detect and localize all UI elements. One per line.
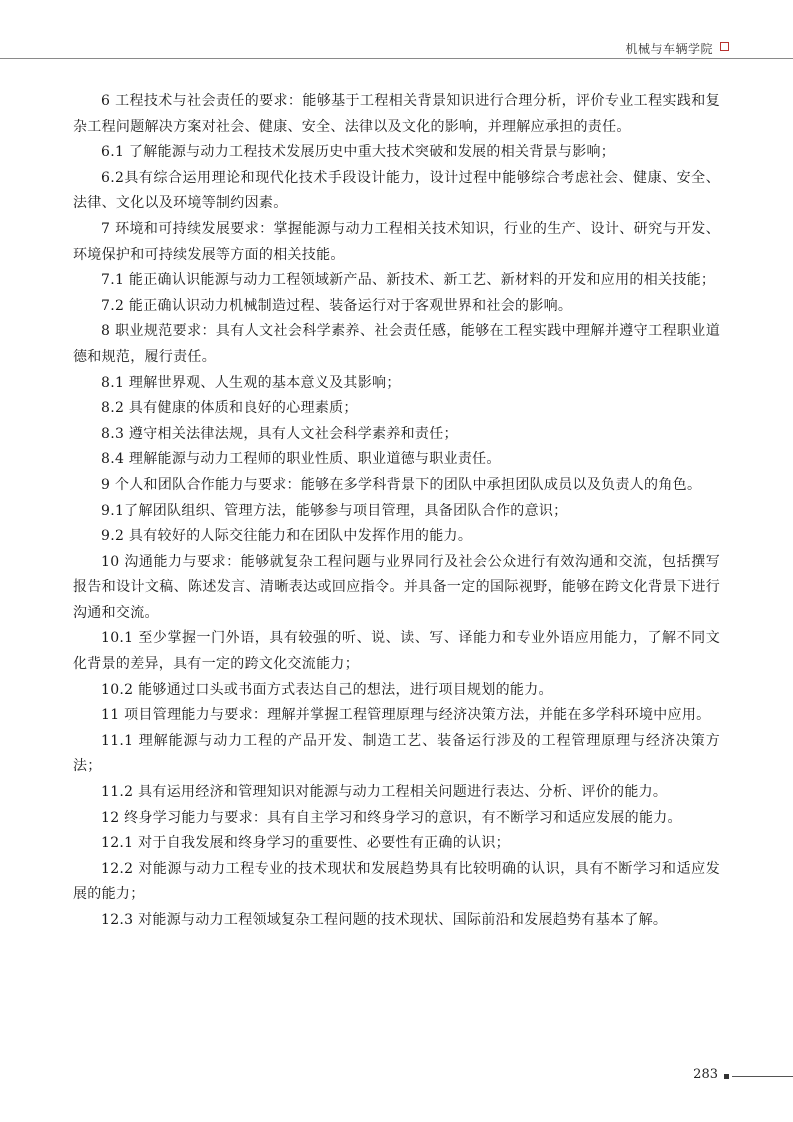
paragraph: 10 沟通能力与要求：能够就复杂工程问题与业界同行及社会公众进行有效沟通和交流，包括撰写报告和设计文稿、陈述发言、清晰表达或回应指令。并具备一定的国际视野，能够在跨文化背景下进行沟通和交流。: [73, 553, 720, 621]
paragraph: 6.2具有综合运用理论和现代化技术手段设计能力，设计过程中能够综合考虑社会、健康、安全、法律、文化以及环境等制约因素。: [73, 169, 720, 212]
paragraph: 6 工程技术与社会责任的要求：能够基于工程相关背景知识进行合理分析，评价专业工程实践和复杂工程问题解决方案对社会、健康、安全、法律以及文化的影响，并理解应承担的责任。: [73, 93, 720, 135]
footer-rule: [732, 1076, 793, 1077]
paragraph: 8.1 理解世界观、人生观的基本意义及其影响；: [101, 374, 401, 391]
paragraph: 9 个人和团队合作能力与要求：能够在多学科背景下的团队中承担团队成员以及负责人的角色。: [101, 476, 702, 493]
header-rule: [0, 58, 793, 59]
page-number: 283: [693, 1067, 718, 1082]
paragraph: 9.2 具有较好的人际交往能力和在团队中发挥作用的能力。: [101, 528, 473, 545]
paragraph: 8.3 遵守相关法律法规，具有人文社会科学素养和责任；: [101, 425, 458, 442]
paragraph: 11.2 具有运用经济和管理知识对能源与动力工程相关问题进行表达、分析、评价的能力。: [101, 784, 668, 801]
paragraph: 12.1 对于自我发展和终身学习的重要性、必要性有正确的认识；: [101, 835, 510, 852]
main-content: [73, 89, 720, 934]
paragraph: 7.1 能正确认识能源与动力工程领域新产品、新技术、新工艺、新材料的开发和应用的相关技能；: [101, 272, 716, 289]
paragraph: 6.1 了解能源与动力工程技术发展历史中重大技术突破和发展的相关背景与影响；: [101, 144, 616, 161]
paragraph: 7.2 能正确认识动力机械制造过程、装备运行对于客观世界和社会的影响。: [101, 297, 573, 314]
paragraph: 12 终身学习能力与要求：具有自主学习和终身学习的意识，有不断学习和适应发展的能力。: [101, 809, 682, 826]
footer-square-icon: [724, 1074, 729, 1079]
header-title: 机械与车辆学院: [625, 42, 713, 56]
paragraph: 10.2 能够通过口头或书面方式表达自己的想法，进行项目规划的能力。: [101, 681, 553, 698]
paragraph: 10.1 至少掌握一门外语，具有较强的听、说、读、写、译能力和专业外语应用能力，了解不同文化背景的差异，具有一定的跨文化交流能力；: [73, 630, 720, 673]
paragraph: 12.2 对能源与动力工程专业的技术现状和发展趋势具有比较明确的认识，具有不断学习和适应发展的能力；: [73, 860, 720, 903]
header-square-icon: [720, 42, 729, 51]
paragraph: 8 职业规范要求：具有人文社会科学素养、社会责任感，能够在工程实践中理解并遵守工程职业道德和规范，履行责任。: [73, 323, 720, 365]
paragraph: 8.4 理解能源与动力工程师的职业性质、职业道德与职业责任。: [101, 451, 501, 468]
paragraph: 11 项目管理能力与要求：理解并掌握工程管理原理与经济决策方法，并能在多学科环境中应用。: [101, 707, 711, 724]
paragraph: 11.1 理解能源与动力工程的产品开发、制造工艺、装备运行涉及的工程管理原理与经济决策方法；: [73, 732, 720, 775]
paragraph: 8.2 具有健康的体质和良好的心理素质；: [101, 400, 358, 417]
paragraph: 7 环境和可持续发展要求：掌握能源与动力工程相关技术知识，行业的生产、设计、研究与开发、环境保护和可持续发展等方面的相关技能。: [73, 220, 720, 263]
paragraph: 9.1了解团队组织、管理方法，能够参与项目管理，具备团队合作的意识；: [101, 502, 568, 519]
paragraph: 12.3 对能源与动力工程领域复杂工程问题的技术现状、国际前沿和发展趋势有基本了解。: [101, 912, 668, 928]
